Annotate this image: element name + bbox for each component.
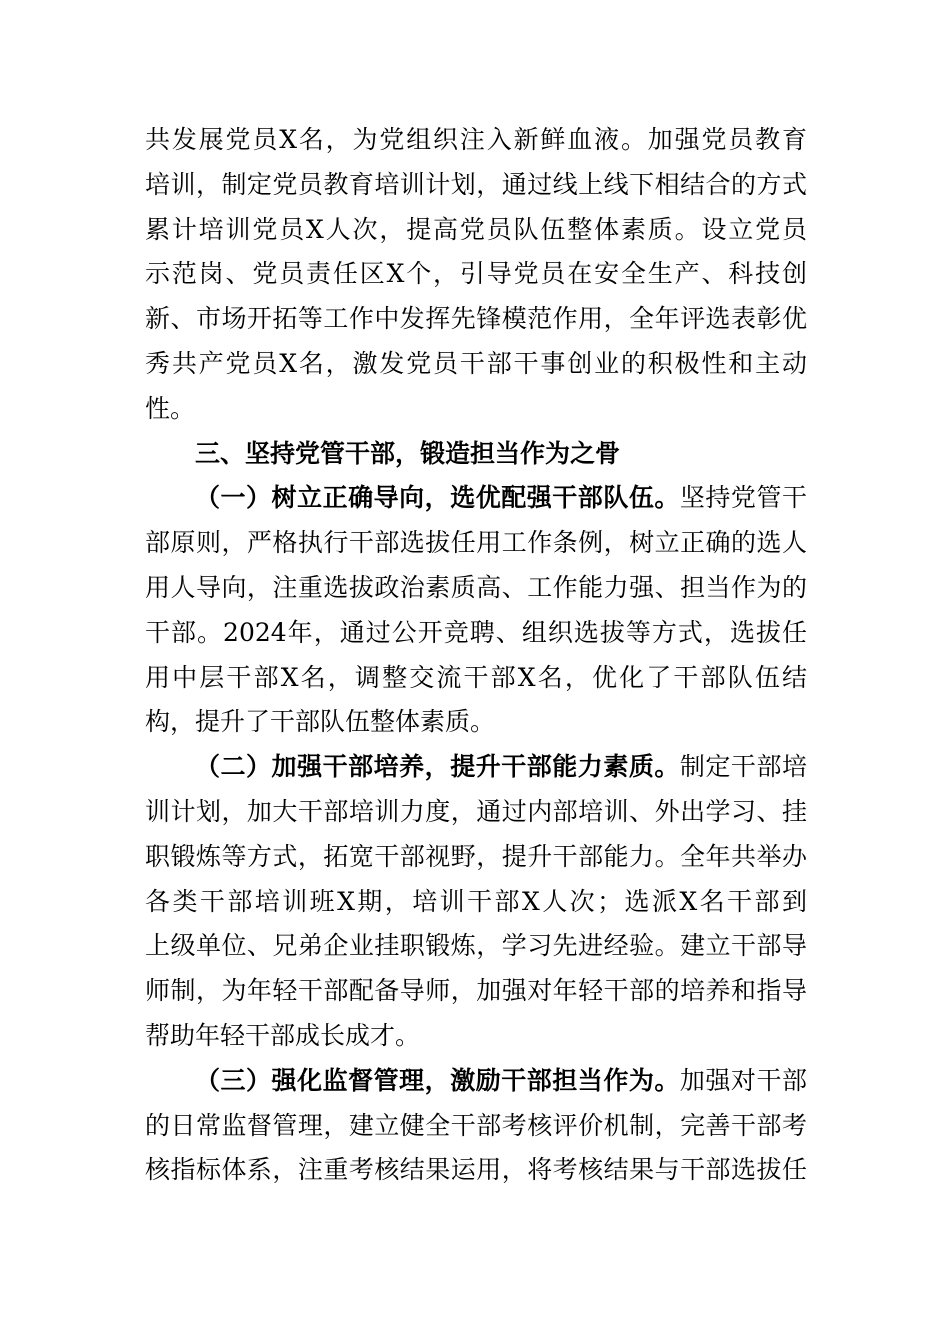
text-line: 性。 xyxy=(145,393,196,423)
subsection-title: （二）加强干部培养，提升干部能力素质。 xyxy=(195,752,680,782)
text-run: 加强对干部 xyxy=(679,1065,807,1095)
paragraph-party-member-development xyxy=(145,118,807,432)
text-line: 核指标体系，注重考核结果运用，将考核结果与干部选拔任 xyxy=(145,1155,807,1185)
text-line: 用中层干部X名，调整交流干部X名，优化了干部队伍结 xyxy=(145,662,807,692)
text-run: 制定干部培 xyxy=(679,752,807,782)
paragraph-subsection-1 xyxy=(145,476,807,745)
text-line xyxy=(145,1059,807,1104)
paragraph-subsection-3 xyxy=(145,1059,807,1193)
text-line: 用人导向，注重选拔政治素质高、工作能力强、担当作为的 xyxy=(145,572,807,602)
text-line: 的日常监督管理，建立健全干部考核评价机制，完善干部考 xyxy=(145,1110,807,1140)
text-line: 师制，为年轻干部配备导师，加强对年轻干部的培养和指导 xyxy=(145,976,807,1006)
text-line: 上级单位、兄弟企业挂职锻炼，学习先进经验。建立干部导 xyxy=(145,931,807,961)
subsection-title: （三）强化监督管理，激励干部担当作为。 xyxy=(195,1065,680,1095)
text-line xyxy=(145,745,807,790)
document-body xyxy=(145,118,807,1193)
text-line: 职锻炼等方式，拓宽干部视野，提升干部能力。全年共举办 xyxy=(145,841,807,871)
section-heading: 三、坚持党管干部，锻造担当作为之骨 xyxy=(195,438,621,468)
text-line: 部原则，严格执行干部选拔任用工作条例，树立正确的选人 xyxy=(145,528,807,558)
text-line: 帮助年轻干部成长成才。 xyxy=(145,1020,421,1050)
text-line: 秀共产党员X名，激发党员干部干事创业的积极性和主动 xyxy=(145,348,807,378)
text-line: 干部。2024年，通过公开竞聘、组织选拔等方式，选拔任 xyxy=(145,617,807,647)
text-run: 坚持党管干 xyxy=(679,483,807,513)
text-line: 累计培训党员X人次，提高党员队伍整体素质。设立党员 xyxy=(145,214,807,244)
text-line: 各类干部培训班X期，培训干部X人次；选派X名干部到 xyxy=(145,886,807,916)
text-line: 新、市场开拓等工作中发挥先锋模范作用，全年评选表彰优 xyxy=(145,304,807,334)
paragraph-subsection-2 xyxy=(145,745,807,1059)
text-line: 共发展党员X名，为党组织注入新鲜血液。加强党员教育 xyxy=(145,125,807,154)
text-line xyxy=(145,476,807,521)
subsection-title: （一）树立正确导向，选优配强干部队伍。 xyxy=(195,483,680,513)
text-line: 训计划，加大干部培训力度，通过内部培训、外出学习、挂 xyxy=(145,796,807,826)
text-line: 构，提升了干部队伍整体素质。 xyxy=(145,707,496,737)
text-line: 示范岗、党员责任区X个，引导党员在安全生产、科技创 xyxy=(145,259,807,289)
text-line: 培训，制定党员教育培训计划，通过线上线下相结合的方式 xyxy=(145,169,807,199)
